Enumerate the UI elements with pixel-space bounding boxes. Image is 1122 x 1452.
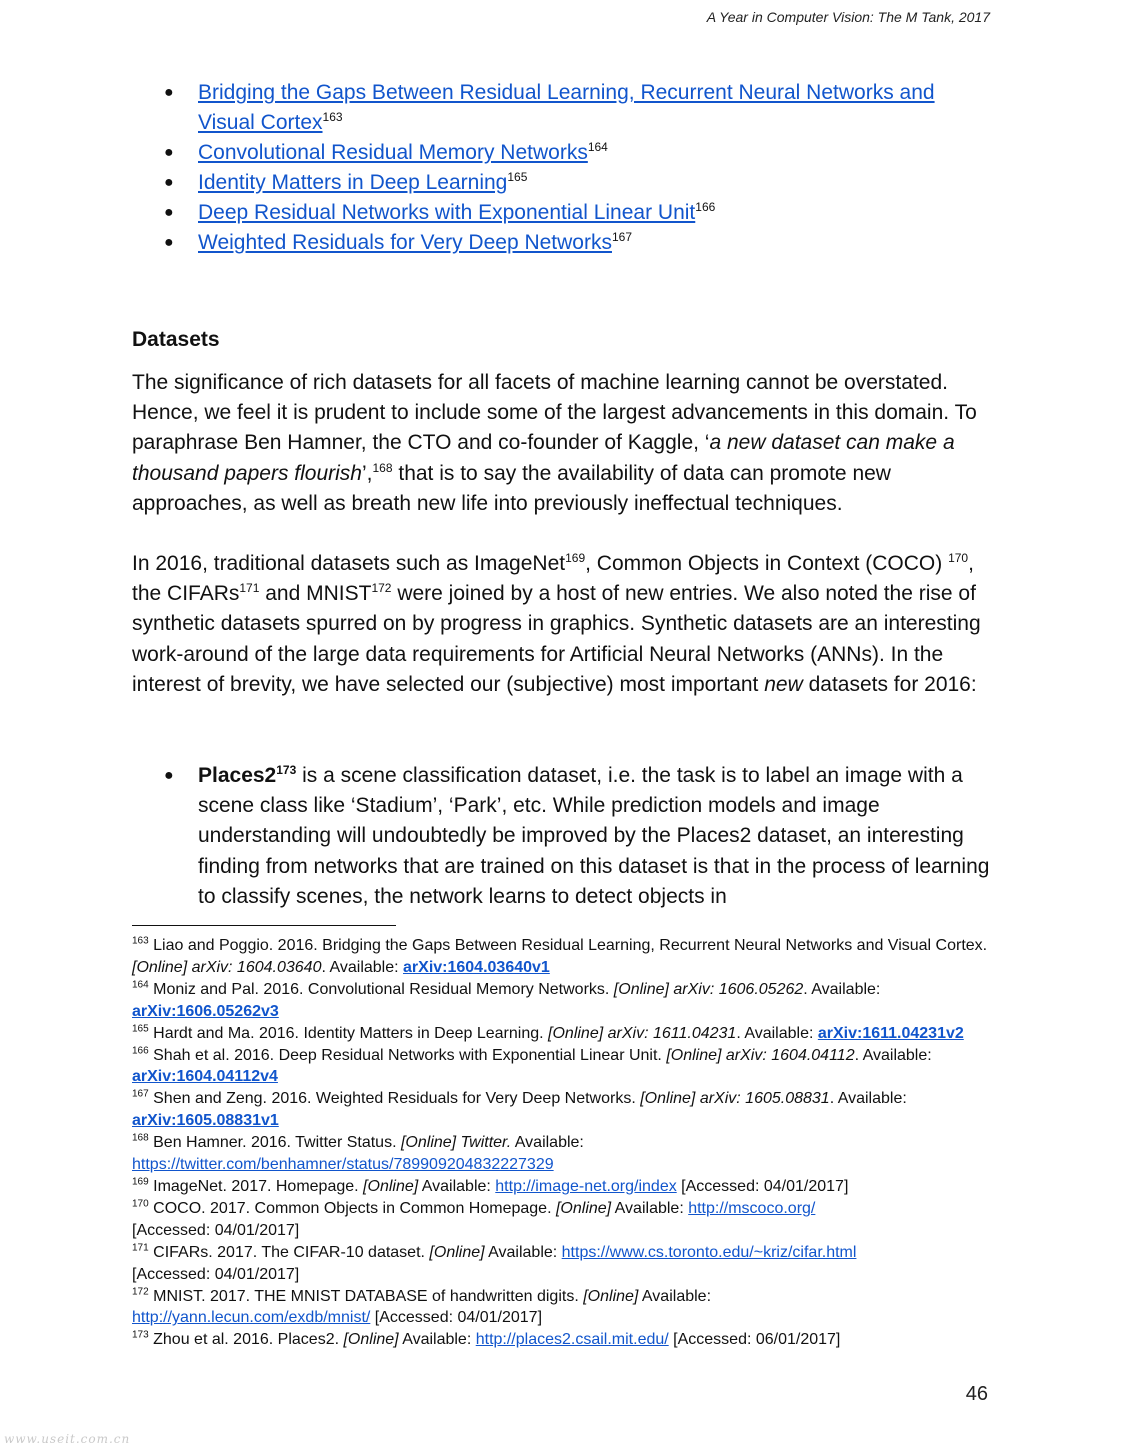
arxiv-link[interactable]: arXiv:1604.04112v4 xyxy=(132,1068,278,1086)
emphasis: [Online] arXiv: 1606.05262 xyxy=(613,980,804,998)
text-run: . Available: xyxy=(321,958,404,976)
emphasis: [Online] Twitter. xyxy=(400,1134,512,1152)
footnote-ref: 173 xyxy=(276,763,297,777)
emphasis: [Online] xyxy=(343,1331,399,1349)
bullet-icon: ● xyxy=(164,144,174,161)
footnote-ref: 167 xyxy=(611,230,633,244)
dataset-name: Places2 xyxy=(198,764,277,787)
list-item xyxy=(132,761,990,912)
watermark: www.useit.com.cn xyxy=(4,1432,131,1446)
text-run: Available: xyxy=(638,1287,712,1305)
bullet-icon: ● xyxy=(164,767,174,784)
list-item xyxy=(132,168,990,198)
emphasis: [Online] xyxy=(583,1287,639,1305)
emphasis: [Online] arXiv: 1611.04231 xyxy=(548,1024,737,1042)
paper-link[interactable]: Convolutional Residual Memory Networks xyxy=(198,141,588,164)
footnote-number: 168 xyxy=(132,1132,149,1144)
text-run: Available: xyxy=(611,1199,689,1217)
list-item xyxy=(132,138,990,168)
emphasis: [Online] arXiv: 1605.08831 xyxy=(640,1090,830,1108)
emphasis: [Online] arXiv: 1604.03640 xyxy=(132,958,322,976)
footnote-number: 170 xyxy=(132,1198,149,1210)
accessed-date: [Accessed: 04/01/2017] xyxy=(676,1177,849,1195)
list-item xyxy=(132,78,990,138)
text-run: Moniz and Pal. 2016. Convolutional Residual Memory Networks. xyxy=(148,980,614,998)
cifar-link[interactable]: https://www.cs.toronto.edu/~kriz/cifar.html xyxy=(561,1243,857,1261)
text-run: were joined by a host of new entries. We also noted the rise of synthetic datasets spurred on by progress in graphics. Synthetic datasets are an interesting work-around of the large data requirements for Artificial Neural Networks (ANNs). In the interest of brevity, we have selected our (subjective) most important xyxy=(132,582,981,696)
text-run: Available: xyxy=(418,1177,496,1195)
footnote-number: 163 xyxy=(132,935,149,947)
arxiv-link[interactable]: arXiv:1605.08831v1 xyxy=(132,1112,279,1130)
text-run: Available: xyxy=(484,1243,562,1261)
arxiv-link[interactable]: arXiv:1611.04231v2 xyxy=(817,1024,964,1042)
footnote-divider xyxy=(132,925,396,926)
footnote-ref: 166 xyxy=(695,200,716,214)
emphasis: [Online] arXiv: 1604.04112 xyxy=(666,1046,855,1064)
text-run: ’, xyxy=(362,461,373,485)
text-run: and MNIST xyxy=(259,582,372,606)
footnote-166 xyxy=(132,1045,990,1089)
footnote-169 xyxy=(132,1176,990,1198)
footnote-163 xyxy=(132,935,990,979)
footnote-number: 166 xyxy=(132,1045,149,1057)
text-run: that is to say the availability of data can promote new approaches, as well as breath new life into previously ineffectual techniques. xyxy=(132,461,891,515)
emphasis: [Online] xyxy=(429,1243,485,1261)
text-run: . Available: xyxy=(736,1024,818,1042)
footnote-ref: 168 xyxy=(372,460,393,475)
footnote-170 xyxy=(132,1198,990,1242)
text-run: . Available: xyxy=(854,1046,932,1064)
bullet-icon: ● xyxy=(164,84,174,101)
paper-link[interactable]: Deep Residual Networks with Exponential Linear Unit xyxy=(198,201,696,224)
footnote-ref: 171 xyxy=(239,581,260,596)
imagenet-link[interactable]: http://image-net.org/index xyxy=(495,1177,677,1195)
bullet-icon: ● xyxy=(164,204,174,221)
emphasis: [Online] xyxy=(363,1177,419,1195)
quote: a new dataset can make a thousand papers flourish xyxy=(132,431,955,485)
footnote-ref: 170 xyxy=(948,551,969,565)
text-run: CIFARs. 2017. The CIFAR-10 dataset. xyxy=(148,1243,430,1261)
accessed-date: [Accessed: 06/01/2017] xyxy=(668,1331,841,1349)
text-run: Available: xyxy=(511,1134,584,1152)
footnote-ref: 164 xyxy=(587,140,608,154)
text-run: COCO. 2017. Common Objects in Common Homepage. xyxy=(148,1199,556,1217)
text-run: In 2016, traditional datasets such as ImageNet xyxy=(132,552,566,575)
footnote-173 xyxy=(132,1329,990,1351)
list-item xyxy=(132,228,990,258)
intro-paragraph xyxy=(132,368,990,519)
footnote-number: 171 xyxy=(132,1242,149,1254)
datasets-paragraph xyxy=(132,549,990,700)
text-run: Available: xyxy=(398,1331,476,1349)
footnote-171 xyxy=(132,1242,990,1286)
paper-link[interactable]: Bridging the Gaps Between Residual Learning, Recurrent Neural Networks and Visual Cortex xyxy=(198,81,935,134)
emphasis: [Online] xyxy=(555,1199,612,1217)
text-run: . Available: xyxy=(829,1090,907,1108)
arxiv-link[interactable]: arXiv:1606.05262v3 xyxy=(132,1002,279,1020)
footnote-ref: 169 xyxy=(565,551,586,565)
dataset-list xyxy=(132,761,990,912)
footnote-number: 167 xyxy=(132,1089,149,1101)
text-run: Shen and Zeng. 2016. Weighted Residuals for Very Deep Networks. xyxy=(148,1090,641,1108)
paper-link[interactable]: Weighted Residuals for Very Deep Networks xyxy=(198,231,612,254)
footnote-ref: 165 xyxy=(507,170,528,184)
emphasis: new xyxy=(764,672,803,696)
mnist-link[interactable]: http://yann.lecun.com/exdb/mnist/ xyxy=(132,1309,371,1327)
text-run: datasets for 2016: xyxy=(802,672,977,696)
accessed-date: [Accessed: 04/01/2017] xyxy=(132,1221,300,1239)
text-run: ImageNet. 2017. Homepage. xyxy=(148,1177,364,1195)
page-number: 46 xyxy=(965,1383,988,1405)
footnotes xyxy=(132,935,990,1351)
footnote-number: 169 xyxy=(132,1176,149,1188)
footnote-164 xyxy=(132,979,990,1023)
paper-link[interactable]: Identity Matters in Deep Learning xyxy=(198,171,508,194)
footnote-168 xyxy=(132,1132,990,1176)
footnote-165 xyxy=(132,1023,990,1045)
text-run: . Available: xyxy=(803,980,881,998)
related-papers-list xyxy=(132,78,990,258)
accessed-date: [Accessed: 04/01/2017] xyxy=(370,1309,543,1327)
accessed-date: [Accessed: 04/01/2017] xyxy=(132,1265,300,1283)
footnote-ref: 163 xyxy=(322,110,343,124)
twitter-link[interactable]: https://twitter.com/benhamner/status/789909204832227329 xyxy=(132,1156,554,1174)
arxiv-link[interactable]: arXiv:1604.03640v1 xyxy=(403,958,550,976)
footnote-number: 172 xyxy=(132,1286,149,1298)
text-run: , Common Objects in Context (COCO) xyxy=(585,552,949,575)
text-run: The significance of rich datasets for all facets of machine learning cannot be overstated. Hence, we feel it is prudent to include some of the largest advancements in this domain. To paraphrase Ben Hamner, the CTO and co-founder of Kaggle, ‘ xyxy=(132,371,977,455)
text-run: Hardt and Ma. 2016. Identity Matters in Deep Learning. xyxy=(148,1024,549,1042)
text-run: Ben Hamner. 2016. Twitter Status. xyxy=(148,1134,401,1152)
text-run: Liao and Poggio. 2016. Bridging the Gaps Between Residual Learning, Recurrent Neural Networks and Visual Cortex. xyxy=(148,937,988,954)
text-run: MNIST. 2017. THE MNIST DATABASE of handwritten digits. xyxy=(148,1287,584,1305)
footnote-number: 165 xyxy=(132,1023,149,1035)
coco-link[interactable]: http://mscoco.org/ xyxy=(688,1199,816,1217)
text-run: Shah et al. 2016. Deep Residual Networks with Exponential Linear Unit. xyxy=(148,1046,667,1064)
footnote-167 xyxy=(132,1088,990,1132)
text-run: Zhou et al. 2016. Places2. xyxy=(148,1331,344,1349)
text-run: , the CIFARs xyxy=(132,552,974,606)
section-title: Datasets xyxy=(132,328,220,351)
footnote-number: 173 xyxy=(132,1329,149,1341)
places2-link[interactable]: http://places2.csail.mit.edu/ xyxy=(475,1331,669,1349)
footnote-number: 164 xyxy=(132,979,149,991)
dataset-description: is a scene classification dataset, i.e. the task is to label an image with a scene class like ‘Stadium’, ‘Park’, etc. While prediction models and image understanding will undoubtedly be improved by the Places2 dataset, an interesting finding from networks that are trained on this dataset is that in the process of learning to classify scenes, the network learns to detect objects in xyxy=(198,764,990,908)
bullet-icon: ● xyxy=(164,174,174,191)
footnote-ref: 172 xyxy=(371,581,392,596)
list-item xyxy=(132,198,990,228)
running-header: A Year in Computer Vision: The M Tank, 2017 xyxy=(706,9,990,25)
footnote-172 xyxy=(132,1286,990,1330)
bullet-icon: ● xyxy=(164,234,174,251)
